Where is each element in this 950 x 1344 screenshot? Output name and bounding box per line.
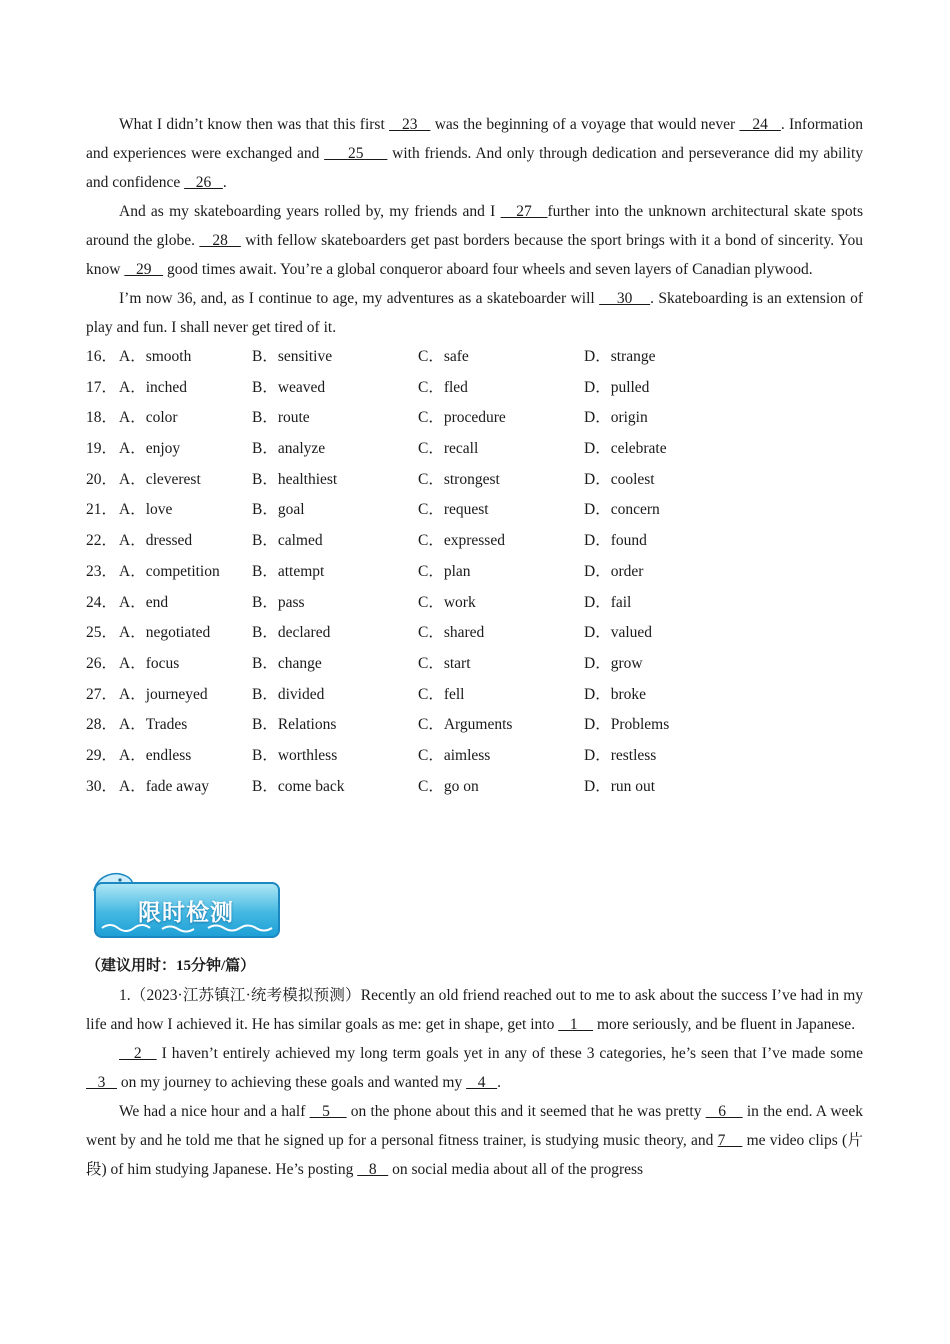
option-c: C．plan — [418, 562, 471, 580]
section-badge — [88, 868, 288, 944]
option-d: D．order — [584, 562, 644, 580]
option-b: B．sensitive — [252, 348, 333, 365]
option-b: B．come back — [252, 777, 345, 795]
blank-28: 28 — [199, 232, 241, 249]
blank-29: 29 — [124, 261, 164, 278]
question-row — [86, 465, 863, 496]
section-badge-label: 限时检测 — [138, 900, 234, 926]
option-a: A．end — [119, 593, 169, 611]
option-a: A．color — [119, 409, 178, 427]
question-row — [86, 649, 863, 680]
text: good times await. You’re a global conqueror aboard four wheels and seven layers of Canadian plywood. — [163, 261, 813, 278]
option-c: C．go on — [418, 777, 479, 795]
option-d: D．celebrate — [584, 440, 667, 458]
blank-25: 25 — [324, 145, 388, 162]
option-b: B．attempt — [252, 562, 325, 580]
option-c: C．shared — [418, 624, 485, 642]
option-b: B．worthless — [252, 746, 338, 764]
option-b: B．divided — [252, 685, 325, 703]
option-c: C．procedure — [418, 409, 506, 427]
question-options — [86, 342, 863, 802]
option-c: C．Arguments — [418, 716, 513, 734]
question-number: 17． — [86, 378, 118, 396]
option-b: B．weaved — [252, 378, 326, 396]
option-a: A．fade away — [119, 777, 209, 795]
text: with fellow skateboarders get past borders because the sport brings with it a bond of sincerity. You know — [86, 232, 863, 278]
text: 1.（2023·江苏镇江·统考模拟预测）Recently an old friend reached out to me to ask about the success I’ve had in my life and how I achieved it. He has similar goals as me: get in shape, get into — [86, 987, 863, 1033]
text: . Skateboarding is an extension of play and fun. I shall never get tired of it. — [86, 290, 863, 336]
option-a: A．focus — [119, 654, 180, 672]
text: I’m now 36, and, as I continue to age, my adventures as a skateboarder will — [119, 290, 600, 307]
question-number: 21． — [86, 501, 118, 519]
option-d: D．pulled — [584, 378, 650, 396]
text: What I didn’t know then was that this first — [119, 116, 390, 133]
option-d: D．broke — [584, 685, 646, 703]
question-row — [86, 495, 863, 526]
blank-2: 2 — [119, 1045, 157, 1062]
question-row — [86, 618, 863, 649]
question-row — [86, 588, 863, 619]
question-number: 20． — [86, 470, 118, 488]
text: more seriously, and be fluent in Japanese. — [593, 1016, 856, 1033]
question-row — [86, 373, 863, 404]
blank-23: 23 — [389, 116, 431, 133]
cloze-passage — [86, 110, 863, 802]
option-a: A．journeyed — [119, 685, 208, 703]
question-number: 22． — [86, 532, 118, 550]
option-a: A．inched — [119, 378, 188, 396]
question-row — [86, 434, 863, 465]
option-b: B．calmed — [252, 532, 323, 550]
option-d: D．found — [584, 532, 647, 550]
option-c: C．strongest — [418, 470, 500, 488]
passage2-paragraph-1 — [86, 981, 863, 1039]
option-d: D．Problems — [584, 716, 670, 734]
blank-24: 24 — [739, 116, 781, 133]
option-c: C．recall — [418, 440, 479, 458]
question-number: 24． — [86, 593, 118, 611]
option-b: B．change — [252, 654, 322, 672]
question-row — [86, 772, 863, 803]
option-c: C．expressed — [418, 532, 505, 550]
question-row — [86, 680, 863, 711]
option-c: C．fell — [418, 685, 465, 703]
question-row — [86, 710, 863, 741]
passage-paragraph-1 — [86, 110, 863, 197]
text: me video clips (片段) of him studying Japanese. He’s posting — [86, 1132, 864, 1178]
option-b: B．analyze — [252, 440, 326, 458]
option-a: A．negotiated — [119, 624, 211, 642]
section-badge-box — [94, 882, 280, 938]
option-b: B．goal — [252, 501, 305, 519]
blank-6: 6 — [705, 1103, 743, 1120]
option-d: D．fail — [584, 593, 632, 611]
option-c: C．start — [418, 654, 471, 672]
option-c: C．request — [418, 501, 489, 519]
question-number: 19． — [86, 440, 118, 458]
question-number: 18． — [86, 409, 118, 427]
text: on social media about all of the progress — [388, 1161, 644, 1178]
option-d: D．origin — [584, 409, 648, 427]
option-c: C．work — [418, 593, 476, 611]
question-number: 25． — [86, 624, 118, 642]
question-row — [86, 342, 863, 373]
option-d: D．coolest — [584, 470, 655, 488]
option-c: C．aimless — [418, 746, 491, 764]
option-d: D．strange — [584, 348, 656, 365]
time-suggestion: （建议用时：15分钟/篇） — [86, 958, 256, 974]
option-a: A．love — [119, 501, 173, 519]
question-row — [86, 741, 863, 772]
option-d: D．concern — [584, 501, 660, 519]
option-b: B．declared — [252, 624, 331, 642]
passage-paragraph-3 — [86, 284, 863, 342]
passage2-paragraph-2 — [86, 1039, 863, 1097]
option-c: C．safe — [418, 348, 469, 365]
text: with friends. And only through dedication and perseverance did my ability and confidence — [86, 145, 864, 191]
text: . — [497, 1074, 501, 1091]
question-number: 28． — [86, 716, 118, 734]
option-a: A．cleverest — [119, 470, 201, 488]
question-number: 23． — [86, 562, 118, 580]
option-a: A．enjoy — [119, 440, 181, 458]
question-row — [86, 526, 863, 557]
question-number: 16． — [86, 348, 118, 365]
blank-4: 4 — [466, 1074, 498, 1091]
text: on my journey to achieving these goals and wanted my — [117, 1074, 467, 1091]
question-row — [86, 403, 863, 434]
option-d: D．restless — [584, 746, 657, 764]
question-row — [86, 557, 863, 588]
option-c: C．fled — [418, 378, 468, 396]
text: We had a nice hour and a half — [119, 1103, 310, 1120]
cloze-passage-2 — [86, 981, 863, 1184]
option-b: B．route — [252, 409, 310, 427]
blank-5: 5 — [309, 1103, 347, 1120]
question-number: 26． — [86, 654, 118, 672]
option-b: B．Relations — [252, 716, 337, 734]
option-a: A．competition — [119, 562, 220, 580]
text: . Information and experiences were exchanged and — [86, 116, 864, 162]
blank-3: 3 — [86, 1074, 117, 1091]
text: And as my skateboarding years rolled by, my friends and I — [119, 203, 501, 220]
passage-paragraph-2 — [86, 197, 863, 284]
blank-27: 27 — [500, 203, 548, 220]
text: in the end. A week went by and he told me that he signed up for a personal fitness trainer, is studying music theory, and — [86, 1103, 864, 1149]
blank-7: 7 — [717, 1132, 743, 1149]
option-d: D．grow — [584, 654, 643, 672]
text: . — [222, 174, 227, 191]
option-d: D．run out — [584, 777, 656, 795]
text: I haven’t entirely achieved my long term goals yet in any of these 3 categories, he’s seen that I’ve made some — [156, 1045, 863, 1062]
option-a: A．endless — [119, 746, 192, 764]
blank-26: 26 — [184, 174, 223, 191]
option-a: A．dressed — [119, 532, 193, 550]
option-d: D．valued — [584, 624, 653, 642]
question-number: 30． — [86, 777, 118, 795]
text: further into the unknown architectural skate spots around the globe. — [86, 203, 863, 249]
text: was the beginning of a voyage that would never — [430, 116, 740, 133]
option-b: B．pass — [252, 593, 305, 611]
question-number: 29． — [86, 746, 118, 764]
wave-icon — [98, 920, 280, 934]
option-a: A．Trades — [119, 716, 188, 734]
question-number: 27． — [86, 685, 118, 703]
text: on the phone about this and it seemed that he was pretty — [346, 1103, 706, 1120]
option-a: A．smooth — [119, 348, 192, 365]
passage2-paragraph-3 — [86, 1097, 863, 1184]
option-b: B．healthiest — [252, 470, 338, 488]
blank-8: 8 — [357, 1161, 389, 1178]
blank-30: 30 — [599, 290, 651, 307]
blank-1: 1 — [558, 1016, 594, 1033]
